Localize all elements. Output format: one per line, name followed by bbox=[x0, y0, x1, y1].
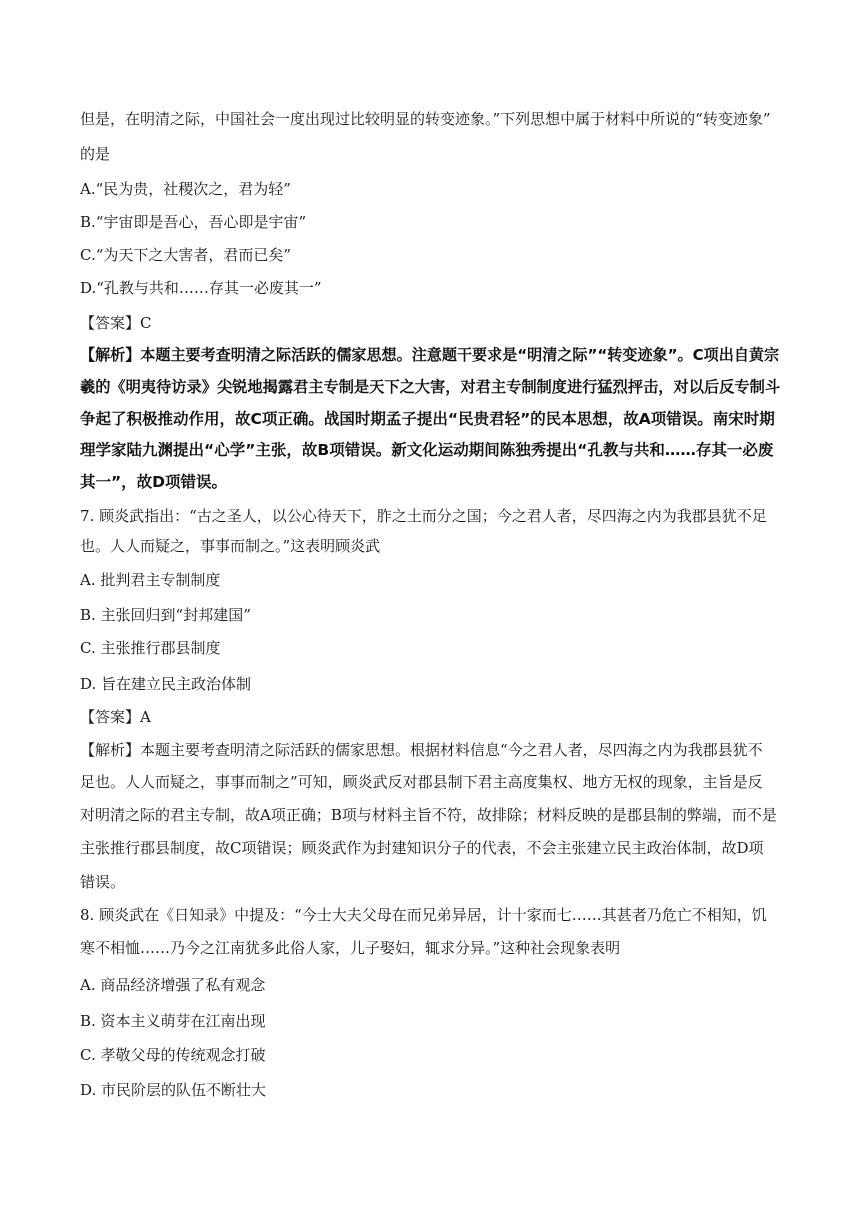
q7-option-a: A. 批判君主专制制度 bbox=[80, 571, 221, 589]
q7-option-b: B. 主张回归到“封邦建国” bbox=[80, 606, 251, 624]
q7-analysis-line-5: 错误。 bbox=[80, 873, 126, 891]
q7-analysis-line-1: 【解析】本题主要考查明清之际活跃的儒家思想。根据材料信息“今之君人者，尽四海之内为我郡县犹不 bbox=[80, 741, 763, 759]
q6-analysis-line-5: 其一”，故D项错误。 bbox=[80, 473, 228, 491]
q8-option-c: C. 孝敬父母的传统观念打破 bbox=[80, 1046, 266, 1064]
intro-line-1: 但是，在明清之际，中国社会一度出现过比较明显的转变迹象。”下列思想中属于材料中所说的“转变迹象” bbox=[80, 110, 771, 128]
q7-option-d: D. 旨在建立民主政治体制 bbox=[80, 675, 252, 693]
q6-option-d: D.“孔教与共和……存其一必废其一” bbox=[80, 279, 322, 297]
q8-option-b: B. 资本主义萌芽在江南出现 bbox=[80, 1012, 266, 1030]
q8-stem-line-1: 8. 顾炎武在《日知录》中提及：“今士大夫父母在而兄弟异居，计十家而七……其甚者乃危亡不相知，饥 bbox=[80, 906, 767, 924]
q6-option-b: B.“宇宙即是吾心，吾心即是宇宙” bbox=[80, 213, 307, 231]
q6-answer: 【答案】C bbox=[80, 314, 152, 332]
q6-analysis-line-3: 争起了积极推动作用，故C项正确。战国时期孟子提出“民贵君轻”的民本思想，故A项错误。南宋时期 bbox=[80, 410, 775, 428]
q6-analysis-line-2: 羲的《明夷待访录》尖锐地揭露君主专制是天下之大害，对君主专制制度进行猛烈抨击，对以后反专制斗 bbox=[80, 378, 781, 396]
q7-option-c: C. 主张推行郡县制度 bbox=[80, 639, 221, 657]
q6-analysis-line-1: 【解析】本题主要考查明清之际活跃的儒家思想。注意题干要求是“明清之际”“转变迹象”。C项出自黄宗 bbox=[80, 346, 780, 364]
q7-answer: 【答案】A bbox=[80, 708, 151, 726]
intro-line-2: 的是 bbox=[80, 145, 111, 163]
q7-stem-line-1: 7. 顾炎武指出：“古之圣人，以公心待天下，胙之土而分之国；今之君人者，尽四海之内为我郡县犹不足 bbox=[80, 507, 767, 525]
q8-option-a: A. 商品经济增强了私有观念 bbox=[80, 976, 266, 994]
q7-analysis-line-4: 主张推行郡县制度，故C项错误；顾炎武作为封建知识分子的代表，不会主张建立民主政治体制，故D项 bbox=[80, 839, 764, 857]
q7-stem-line-2: 也。人人而疑之，事事而制之。”这表明顾炎武 bbox=[80, 537, 381, 555]
q8-stem-line-2: 寒不相恤……乃今之江南犹多此俗人家，儿子娶妇，辄求分异。”这种社会现象表明 bbox=[80, 939, 621, 957]
q7-analysis-line-3: 对明清之际的君主专制，故A项正确；B项与材料主旨不符，故排除；材料反映的是郡县制的弊端，而不是 bbox=[80, 806, 777, 824]
q8-option-d: D. 市民阶层的队伍不断壮大 bbox=[80, 1081, 267, 1099]
q6-analysis-line-4: 理学家陆九渊提出“心学”主张，故B项错误。新文化运动期间陈独秀提出“孔教与共和……存其一必废 bbox=[80, 441, 774, 459]
q6-option-c: C.“为天下之大害者，君而已矣” bbox=[80, 246, 292, 264]
q7-analysis-line-2: 足也。人人而疑之，事事而制之”可知，顾炎武反对郡县制下君主高度集权、地方无权的现象，主旨是反 bbox=[80, 773, 763, 791]
q6-option-a: A.“民为贵，社稷次之，君为轻” bbox=[80, 180, 291, 198]
